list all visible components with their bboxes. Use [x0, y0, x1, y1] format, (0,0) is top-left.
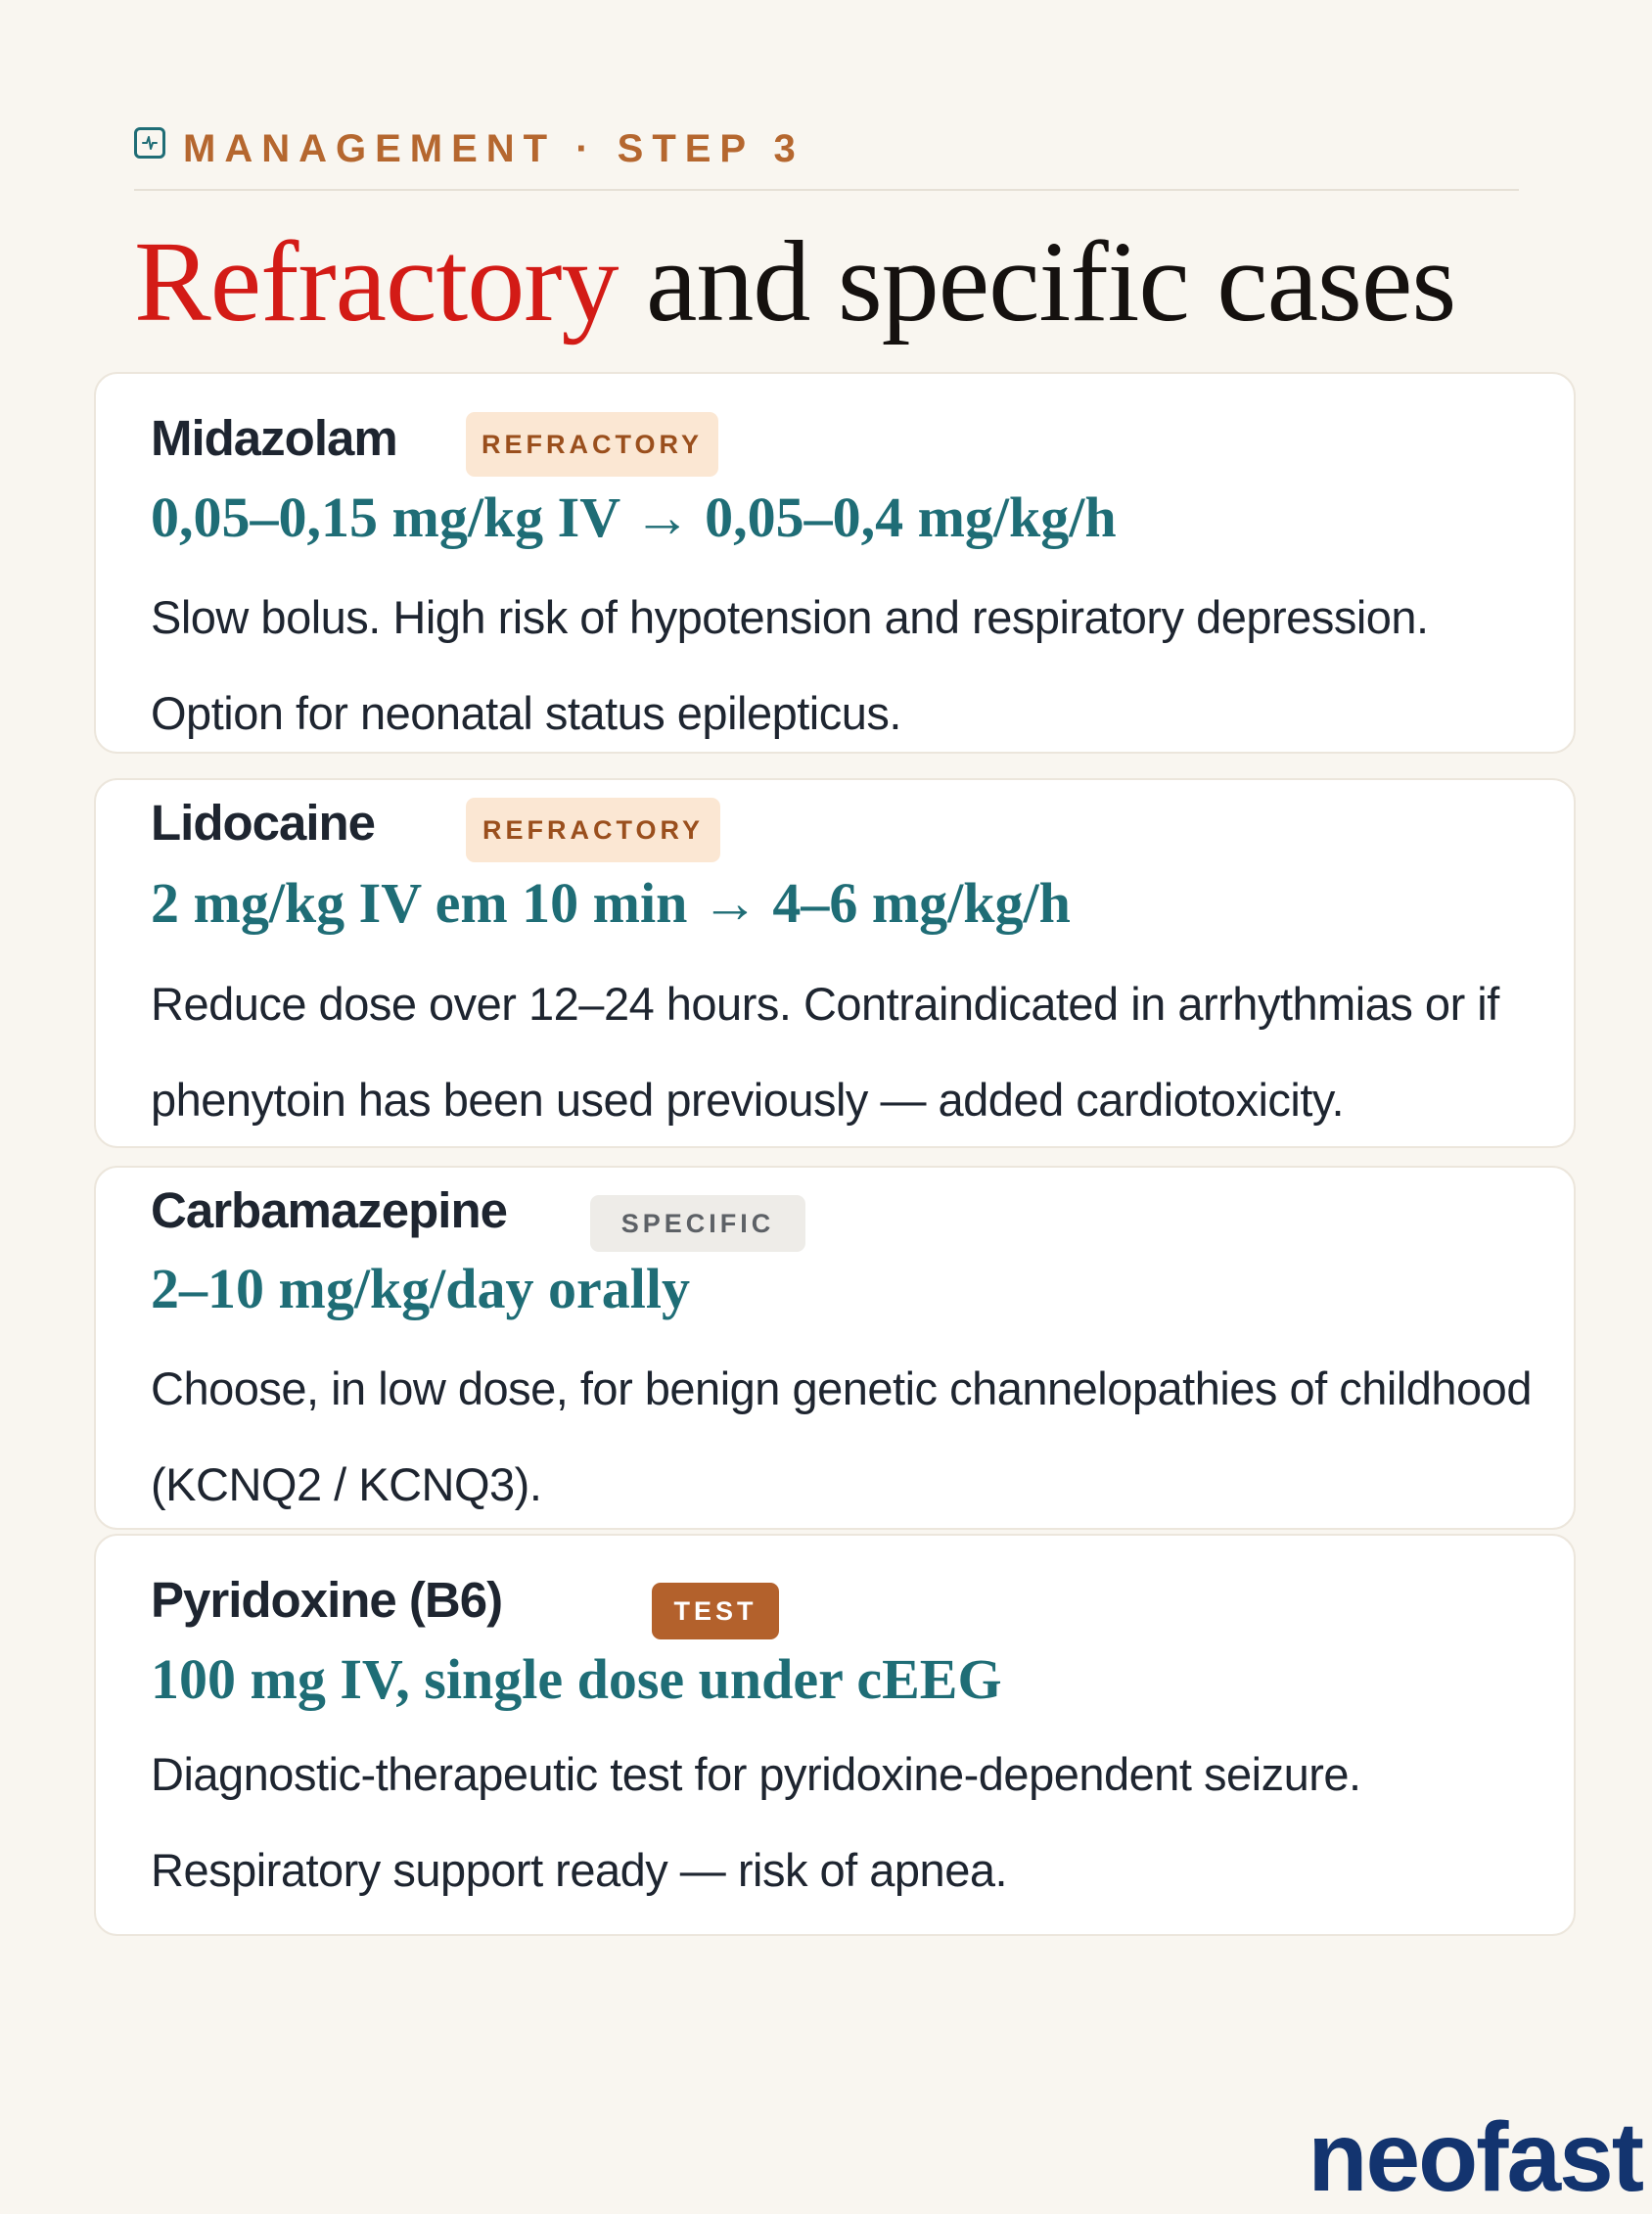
title-accent: Refractory — [134, 217, 619, 346]
section-eyebrow — [134, 127, 804, 171]
activity-icon — [134, 127, 165, 159]
test-badge: TEST — [652, 1583, 779, 1639]
title-rest: and specific cases — [618, 217, 1456, 346]
drug-card-lidocaine — [94, 778, 1576, 1148]
drug-description: Choose, in low dose, for benign genetic channelopathies of childhood (KCNQ2 / KCNQ3). — [151, 1362, 1532, 1510]
refractory-badge: REFRACTORY — [466, 798, 720, 862]
drug-card-pyridoxine — [94, 1534, 1576, 1936]
drug-description: Diagnostic-therapeutic test for pyridoxine-dependent seizure. Respiratory support ready — risk of apnea. — [151, 1748, 1361, 1896]
drug-description: Reduce dose over 12–24 hours. Contraindicated in arrhythmias or if phenytoin has been used previously — added cardiotoxicity. — [151, 978, 1499, 1126]
drug-name: Midazolam — [151, 410, 397, 466]
page-title — [134, 213, 1455, 350]
drug-dose: 100 mg IV, single dose under cEEG — [151, 1647, 1002, 1711]
refractory-badge: REFRACTORY — [466, 412, 718, 477]
eyebrow-label: MANAGEMENT · STEP 3 — [183, 127, 804, 170]
neofast-logo: neofast — [1308, 2102, 1642, 2212]
drug-dose: 2 mg/kg IV em 10 min → 4–6 mg/kg/h — [151, 871, 1071, 935]
drug-name: Pyridoxine (B6) — [151, 1572, 503, 1628]
drug-card-carbamazepine — [94, 1166, 1576, 1530]
drug-dose: 0,05–0,15 mg/kg IV → 0,05–0,4 mg/kg/h — [151, 485, 1117, 549]
drug-description: Slow bolus. High risk of hypotension and respiratory depression. Option for neonatal status epilepticus. — [151, 591, 1429, 739]
drug-dose: 2–10 mg/kg/day orally — [151, 1257, 691, 1320]
drug-card-midazolam — [94, 372, 1576, 754]
header-divider — [134, 189, 1519, 191]
drug-name: Lidocaine — [151, 795, 376, 851]
specific-badge: SPECIFIC — [590, 1195, 805, 1252]
drug-name: Carbamazepine — [151, 1182, 507, 1238]
